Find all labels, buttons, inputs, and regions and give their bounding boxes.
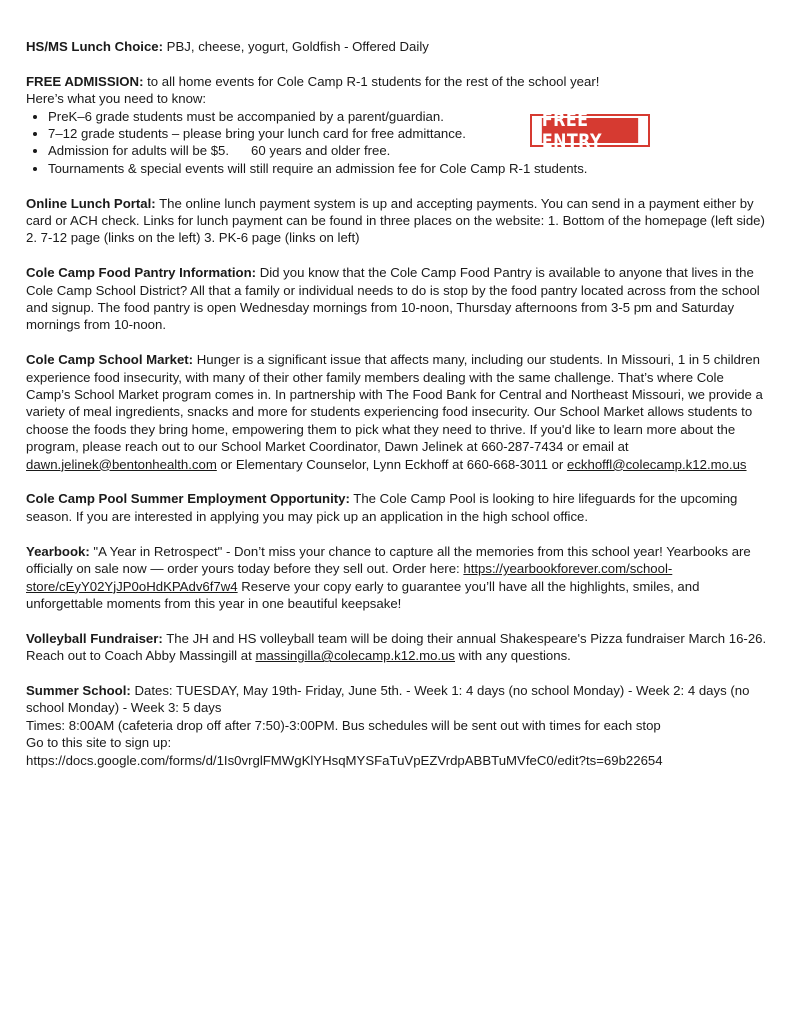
- pool-label: Cole Camp Pool Summer Employment Opportunity:: [26, 491, 350, 507]
- summer-school-label: Summer School:: [26, 682, 131, 698]
- admission-bullet: • PreK–6 grade students must be accompanied by a parent/guardian.: [48, 108, 768, 125]
- summer-school-times: Times: 8:00AM (cafeteria drop off after 7:50)-3:00PM. Bus schedules will be sent out with times for each stop: [26, 717, 661, 733]
- newsletter-page: [26, 38, 768, 786]
- admission-bullet: [48, 142, 768, 159]
- online-lunch-text: The online lunch payment system is up and accepting payments. You can send in a payment either by card or ACH check. Links for lunch payment can be found in three places on the website: 1. Bottom of the homepage (left side) 2. 7-12 page (links on the left) 3. PK-6 page (links on left): [26, 195, 765, 246]
- summer-school-section: [26, 682, 768, 769]
- lunch-choice-label: HS/MS Lunch Choice:: [26, 39, 164, 54]
- free-admission-intro: Here’s what you need to know:: [26, 91, 207, 107]
- summer-school-form-url: https://docs.google.com/forms/d/1Is0vrglFMWgKlYHsqMYSFaTuVpEZVrdpABBTuMVfeC0/edit?ts=69b22654: [26, 752, 663, 768]
- free-admission-text: to all home events for Cole Camp R-1 students for the rest of the school year!: [143, 73, 600, 89]
- yearbook-text: "A Year in Retrospect" - Don’t miss your chance to capture all the memories from this school year! Yearbooks are officially on sale now — order yours today before they sell out. Order here:: [26, 543, 751, 577]
- yearbook-store-link[interactable]: https://yearbookforever.com/school-store/cEyY02YjJP0oHdKPAdv6f7w4: [26, 561, 673, 594]
- yearbook-section: [26, 543, 768, 613]
- lunch-choice-text: PBJ, cheese, yogurt, Goldfish - Offered Daily: [163, 39, 429, 54]
- email-link-jelinek[interactable]: dawn.jelinek@bentonhealth.com: [26, 456, 217, 472]
- school-market-mid: or Elementary Counselor, Lynn Eckhoff at 660-668-3011 or: [216, 456, 567, 472]
- volleyball-section: [26, 630, 768, 665]
- school-market-label: Cole Camp School Market:: [26, 352, 194, 368]
- food-pantry-label: Cole Camp Food Pantry Information:: [26, 265, 257, 281]
- school-market-section: [26, 351, 768, 473]
- pool-text: The Cole Camp Pool is looking to hire lifeguards for the upcoming season. If you are interested in applying you may pick up an application in the high school office.: [26, 491, 738, 524]
- summer-school-signup: Go to this site to sign up:: [26, 735, 172, 751]
- lunch-choice-section: [26, 38, 768, 55]
- online-lunch-section: [26, 195, 768, 247]
- school-market-text: Hunger is a significant issue that affects many, including our students. In Missouri, 1 in 5 children experience food insecurity, with many of their other family members dealing with the same challenge. That’s where Cole Camp’s School Market program comes in. In partnership with The Food Bank for Central and Northeast Missouri, we provide a variety of meal ingredients, snacks and more for students experiencing food insecurity. Our School Market allows students to choose the foods they bring home, empowering them to pick what they need to thrive. If you'd like to learn more about the program, please reach out to our School Market Coordinator, Dawn Jelinek at 660-287-7434 or email at: [26, 352, 763, 455]
- free-entry-badge-text: FREE ENTRY: [542, 118, 638, 143]
- admission-bullet: • Tournaments & special events will still require an admission fee for Cole Camp R-1 students.: [48, 160, 768, 177]
- email-link-eckhoff[interactable]: eckhoffl@colecamp.k12.mo.us: [566, 456, 747, 472]
- volleyball-text: The JH and HS volleyball team will be doing their annual Shakespeare's Pizza fundraiser March 16-26. Reach out to Coach Abby Massingill at: [26, 630, 767, 664]
- free-admission-section: [26, 73, 768, 177]
- volleyball-label: Volleyball Fundraiser:: [26, 630, 163, 646]
- admission-bullet: • 7–12 grade students – please bring your lunch card for free admittance.: [48, 125, 768, 142]
- food-pantry-text: Did you know that the Cole Camp Food Pantry is available to anyone that lives in the Cole Camp School District? All that a family or individual needs to do is stop by the food pantry located across from the school and signup. The food pantry is open Wednesday mornings from 10-noon, Thursday afternoons from 3-5 pm and Saturday mornings from 10-noon.: [26, 265, 760, 333]
- online-lunch-label: Online Lunch Portal:: [26, 195, 156, 211]
- email-link-massingill[interactable]: massingilla@colecamp.k12.mo.us: [255, 648, 456, 664]
- admission-bullet-adults: Admission for adults will be $5.: [48, 143, 230, 159]
- admission-bullet-list: [26, 108, 768, 178]
- admission-bullet-seniors: 60 years and older free.: [251, 143, 391, 159]
- yearbook-label: Yearbook:: [26, 543, 90, 559]
- summer-school-text: Dates: TUESDAY, May 19th- Friday, June 5th. - Week 1: 4 days (no school Monday) - Week 2: 4 days (no school Monday) - Week 3: 5 days: [26, 682, 750, 716]
- volleyball-after: with any questions.: [455, 648, 571, 664]
- food-pantry-section: [26, 264, 768, 334]
- pool-section: [26, 490, 768, 525]
- free-admission-label: FREE ADMISSION:: [26, 73, 144, 89]
- yearbook-after: Reserve your copy early to guarantee you’ll have all the highlights, smiles, and unforgettable moments from this year in one beautiful keepsake!: [26, 578, 700, 611]
